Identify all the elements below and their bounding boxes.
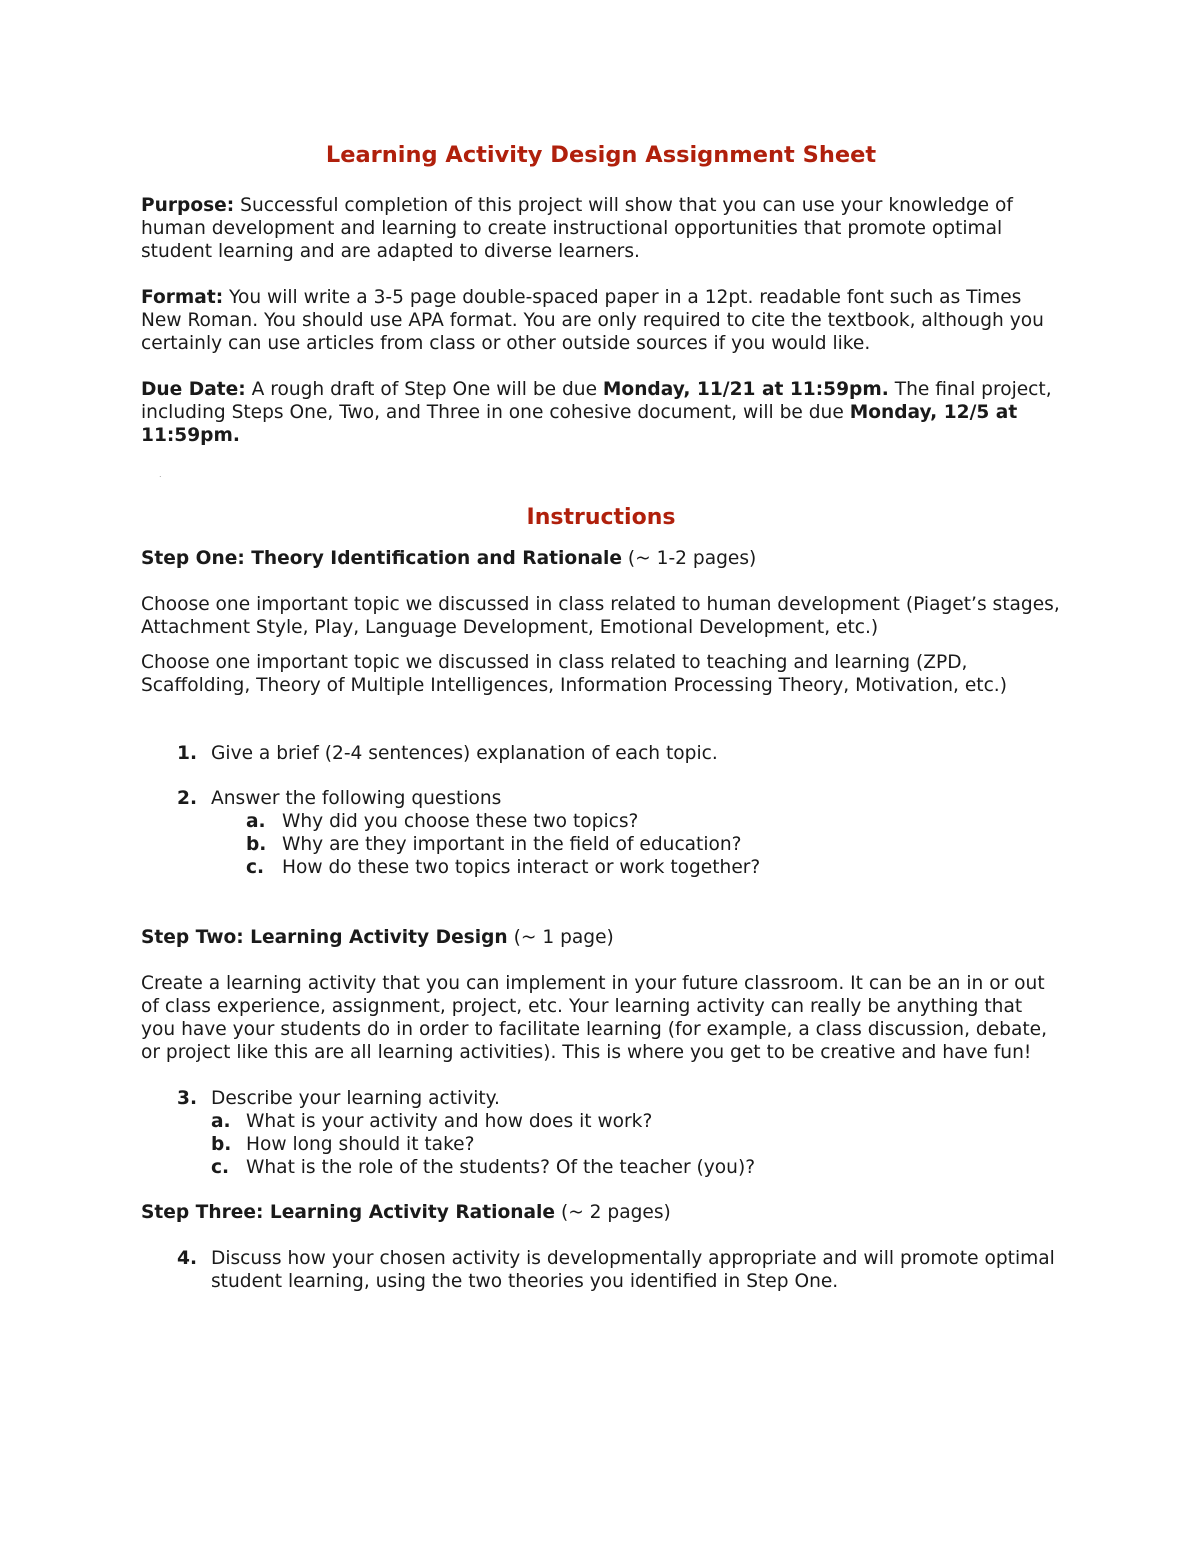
due-date-paragraph (141, 378, 1061, 447)
sub-letter: b. (211, 1134, 232, 1155)
list-number: 3. (177, 1088, 198, 1109)
list-item-text: Give a brief (2-4 sentences) explanation of each topic. (211, 743, 718, 764)
list-item-3 (141, 1087, 1061, 1179)
sub-item-a (211, 810, 1061, 833)
sub-item-a (211, 1110, 1061, 1133)
purpose-text: Successful completion of this project will show that you can use your knowledge of human development and learning to create instructional opportunities that promote optimal student learning and are adapted to diverse learners. (141, 195, 1013, 262)
step-two-title: Step Two: Learning Activity Design (141, 927, 508, 948)
format-label: Format: (141, 287, 224, 308)
format-paragraph (141, 286, 1061, 355)
step-three-title: Step Three: Learning Activity Rationale (141, 1202, 556, 1223)
sub-text: How long should it take? (246, 1134, 475, 1155)
step-one-list (141, 742, 1061, 879)
sub-text: What is your activity and how does it work? (246, 1111, 653, 1132)
step-two-length: (~ 1 page) (507, 927, 614, 948)
sub-letter: c. (246, 857, 265, 878)
list-number: 1. (177, 743, 198, 764)
list-number: 2. (177, 788, 198, 809)
due-date-final: Monday, 12/5 at 11:59pm. (141, 402, 1018, 446)
sub-letter: a. (211, 1111, 231, 1132)
sub-item-b (211, 1133, 1061, 1156)
sub-item-c (211, 856, 1061, 879)
sub-text: What is the role of the students? Of the teacher (you)? (246, 1157, 756, 1178)
step-two-heading (141, 926, 1061, 949)
instructions-title: Instructions (526, 505, 676, 530)
due-date-draft: Monday, 11/21 at 11:59pm. (602, 379, 889, 400)
step-two-list (141, 1087, 1061, 1179)
sub-item-c (211, 1156, 1061, 1179)
due-date-text-2: The final project, including Steps One, Two, and Three in one cohesive document, will be due (141, 379, 1052, 423)
sub-list (211, 1110, 1061, 1179)
step-one-heading (141, 547, 1061, 570)
due-date-text-1: A rough draft of Step One will be due (245, 379, 603, 400)
sub-text: How do these two topics interact or work together? (282, 857, 761, 878)
step-three-length: (~ 2 pages) (555, 1202, 671, 1223)
sub-text: Why are they important in the field of education? (282, 834, 742, 855)
step-one-para-2: Choose one important topic we discussed in class related to teaching and learning (ZPD, Scaffolding, Theory of Multiple Intelligences, Information Processing Theory, Motivation, etc.) (141, 652, 1007, 696)
purpose-paragraph (141, 194, 1061, 263)
sub-list (211, 810, 1061, 879)
sub-item-b (211, 833, 1061, 856)
list-item-text: Describe your learning activity. (211, 1088, 500, 1109)
step-one-length: (~ 1-2 pages) (621, 548, 757, 569)
document-page (141, 140, 1061, 1293)
list-item-text: Discuss how your chosen activity is developmentally appropriate and will promote optimal student learning, using the two theories you identified in Step One. (211, 1248, 1055, 1292)
list-item-4 (141, 1247, 1061, 1293)
list-item-2 (141, 787, 1061, 879)
step-one-title: Step One: Theory Identification and Rationale (141, 548, 622, 569)
list-item-1 (141, 742, 1061, 765)
sub-letter: c. (211, 1157, 230, 1178)
stray-dot: . (159, 470, 162, 479)
list-item-text: Answer the following questions (211, 788, 502, 809)
sub-letter: a. (246, 811, 266, 832)
due-date-label: Due Date: (141, 379, 246, 400)
purpose-label: Purpose: (141, 195, 235, 216)
step-two-para: Create a learning activity that you can implement in your future classroom. It can be an in or out of class experience, assignment, project, etc. Your learning activity can really be anything that you have your students do in order to facilitate learning (for example, a class discussion, debate, or project like this are all learning activities). This is where you get to be creative and have fun! (141, 973, 1047, 1063)
list-number: 4. (177, 1248, 198, 1269)
stray-mark (141, 447, 1061, 503)
step-three-heading (141, 1201, 1061, 1224)
document-title: Learning Activity Design Assignment Sheet (325, 142, 877, 168)
step-three-list (141, 1247, 1061, 1293)
step-one-para-1: Choose one important topic we discussed in class related to human development (Piaget’s stages, Attachment Style, Play, Language Development, Emotional Development, etc.) (141, 594, 1060, 638)
sub-text: Why did you choose these two topics? (282, 811, 639, 832)
sub-letter: b. (246, 834, 267, 855)
format-text: You will write a 3-5 page double-spaced paper in a 12pt. readable font such as Times New Roman. You should use APA format. You are only required to cite the textbook, although you certainly can use articles from class or other outside sources if you would like. (141, 287, 1044, 354)
